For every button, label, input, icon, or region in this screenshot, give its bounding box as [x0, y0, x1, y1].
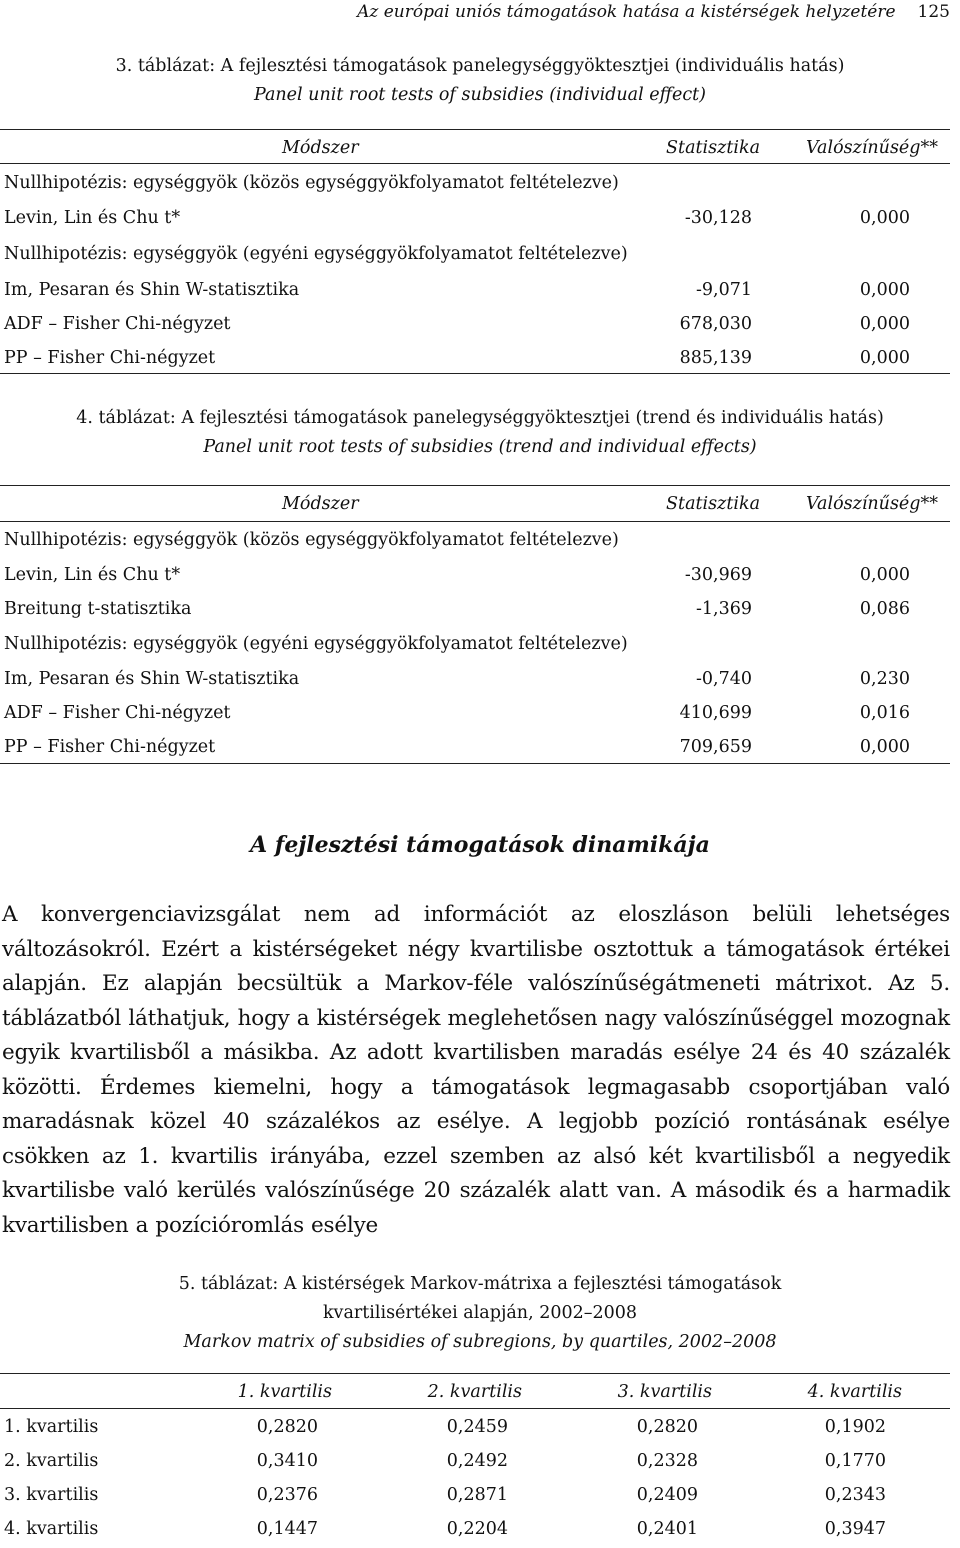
table4-group1: [4, 525, 950, 555]
table4-group2: [4, 629, 950, 659]
table5-caption-en: Markov matrix of subsidies of subregions, by quartiles, 2002–2008: [183, 1332, 777, 1352]
cell-1: 0,1447: [256, 1519, 318, 1539]
table-row: [4, 275, 950, 305]
row-stat: -30,128: [684, 208, 752, 228]
table4-top-rule: [0, 485, 950, 486]
cell-2: 0,2459: [446, 1417, 508, 1437]
cell-1: 0,3410: [256, 1451, 318, 1471]
table3-caption-en: Panel unit root tests of subsidies (individual effect): [253, 85, 707, 105]
row-prob: 0,000: [859, 565, 910, 585]
cell-1: 0,2820: [256, 1417, 318, 1437]
row-prob: 0,000: [859, 314, 910, 334]
cell-3: 0,2820: [636, 1417, 698, 1437]
row-stat: -30,969: [684, 565, 752, 585]
row-prob: 0,000: [859, 348, 910, 368]
cell-3: 0,2409: [636, 1485, 698, 1505]
cell-4: 0,3947: [824, 1519, 886, 1539]
table3-header-row: [4, 133, 950, 163]
table3-group2: [4, 239, 950, 269]
table4-col-method: Módszer: [282, 494, 359, 514]
table-row: [4, 732, 950, 762]
cell-4: 0,1902: [824, 1417, 886, 1437]
body-paragraph: A konvergenciavizsgálat nem ad információt az eloszláson belüli lehetséges változásokról. Ezért a kistérségeket négy kvartilisbe osztottuk a támogatások értékei alapján. Ez alapján becsültük a Markov-féle valószínűségátmeneti mátrixot. Az 5. táblázatból láthatjuk, hogy a kistérségek meglehetősen nagy valószínűséggel mozognak egyik kvartilisből a másikba. Az adott kvartilisben maradás esélye 24 és 40 százalék közötti. Érdemes kiemelni, hogy a támogatások legmagasabb csoportjában való maradásnak közel 40 százalékos az esélye. A legjobb pozíció rontásának esélye csökken az 1. kvartilis irányába, ezzel szemben az alsó két kvartilisből a negyedik kvartilisbe való kerülés valószínűsége 20 százalék alatt van. A második és a harmadik kvartilisben a pozícióromlás esélye: [2, 902, 950, 1238]
table4-caption-en: Panel unit root tests of subsidies (trend and individual effects): [203, 437, 757, 457]
table3-group1-label: Nullhipotézis: egységgyök (közös egységgyökfolyamatot feltételezve): [4, 173, 619, 193]
table5-caption-line1: 5. táblázat: A kistérségek Markov-mátrixa a fejlesztési támogatások: [178, 1274, 782, 1294]
row-name: Levin, Lin és Chu t*: [4, 565, 181, 585]
table4-header-row: [4, 489, 950, 519]
table-row: [4, 343, 950, 373]
row-stat: 709,659: [679, 737, 752, 757]
table4-group1-label: Nullhipotézis: egységgyök (közös egységgyökfolyamatot feltételezve): [4, 530, 619, 550]
header-title: Az európai uniós támogatások hatása a kistérségek helyzetére: [357, 2, 896, 22]
row-prob: 0,000: [859, 208, 910, 228]
table4-col-prob: Valószínűség**: [806, 494, 938, 514]
table-row: [4, 203, 950, 233]
cell-2: 0,2204: [446, 1519, 508, 1539]
row-name: ADF – Fisher Chi-négyzet: [4, 703, 231, 723]
table-row: [4, 560, 950, 590]
table4-caption-hu: 4. táblázat: A fejlesztési támogatások panelegységgyöktesztjei (trend és individuális hatás): [76, 408, 884, 428]
table-row: [4, 1480, 950, 1510]
table-row: [4, 1412, 950, 1442]
table3-top-rule: [0, 129, 950, 130]
row-prob: 0,086: [859, 599, 910, 619]
table5-top-rule: [0, 1373, 950, 1374]
table3-col-prob: Valószínűség**: [806, 138, 938, 158]
table3-col-stat: Statisztika: [666, 138, 760, 158]
cell-4: 0,2343: [824, 1485, 886, 1505]
row-stat: 678,030: [679, 314, 752, 334]
table5-caption-line2: kvartilisértékei alapján, 2002–2008: [322, 1303, 638, 1323]
table5-col-3: 3. kvartilis: [617, 1382, 712, 1402]
table-row: [4, 309, 950, 339]
table-row: [4, 594, 950, 624]
cell-3: 0,2328: [636, 1451, 698, 1471]
table5-col-4: 4. kvartilis: [807, 1382, 902, 1402]
row-name: Levin, Lin és Chu t*: [4, 208, 181, 228]
cell-2: 0,2871: [446, 1485, 508, 1505]
row-prob: 0,000: [859, 737, 910, 757]
table3-caption: [0, 52, 960, 110]
row-name: Breitung t-statisztika: [4, 599, 192, 619]
row-name: Im, Pesaran és Shin W-statisztika: [4, 280, 300, 300]
row-name: PP – Fisher Chi-négyzet: [4, 348, 216, 368]
table5-header-row: [4, 1377, 950, 1407]
table5-caption: [0, 1270, 960, 1357]
row-name: PP – Fisher Chi-négyzet: [4, 737, 216, 757]
table4-bottom-rule: [0, 763, 950, 764]
table3-caption-hu: 3. táblázat: A fejlesztési támogatások panelegységgyöktesztjei (individuális hatás): [115, 56, 845, 76]
cell-3: 0,2401: [636, 1519, 698, 1539]
cell-2: 0,2492: [446, 1451, 508, 1471]
table4-group2-label: Nullhipotézis: egységgyök (egyéni egységgyökfolyamatot feltételezve): [4, 634, 628, 654]
cell-1: 0,2376: [256, 1485, 318, 1505]
row-prob: 0,000: [859, 280, 910, 300]
row-label: 3. kvartilis: [4, 1485, 99, 1505]
table3-col-method: Módszer: [282, 138, 359, 158]
row-label: 2. kvartilis: [4, 1451, 99, 1471]
table-row: [4, 1446, 950, 1476]
table-row: [4, 664, 950, 694]
row-stat: -0,740: [695, 669, 752, 689]
table5-header-rule: [0, 1408, 950, 1409]
row-stat: -1,369: [695, 599, 752, 619]
table3-bottom-rule: [0, 373, 950, 374]
table5-col-2: 2. kvartilis: [427, 1382, 522, 1402]
table4-header-rule: [0, 521, 950, 522]
row-prob: 0,016: [859, 703, 910, 723]
table4-caption: [0, 404, 960, 462]
table-row: [4, 698, 950, 728]
row-label: 4. kvartilis: [4, 1519, 99, 1539]
running-header: [0, 2, 950, 22]
table3-group2-label: Nullhipotézis: egységgyök (egyéni egységgyökfolyamatot feltételezve): [4, 244, 628, 264]
row-name: ADF – Fisher Chi-négyzet: [4, 314, 231, 334]
row-label: 1. kvartilis: [4, 1417, 99, 1437]
row-stat: 410,699: [679, 703, 752, 723]
table3-header-rule: [0, 163, 950, 164]
table4-col-stat: Statisztika: [666, 494, 760, 514]
page-number: 125: [917, 2, 950, 22]
cell-4: 0,1770: [824, 1451, 886, 1471]
section-title: A fejlesztési támogatások dinamikája: [250, 832, 710, 858]
row-stat: -9,071: [695, 280, 752, 300]
table5-col-1: 1. kvartilis: [237, 1382, 332, 1402]
table3-group1: [4, 168, 950, 198]
table-row: [4, 1514, 950, 1544]
row-prob: 0,230: [859, 669, 910, 689]
row-name: Im, Pesaran és Shin W-statisztika: [4, 669, 300, 689]
row-stat: 885,139: [679, 348, 752, 368]
